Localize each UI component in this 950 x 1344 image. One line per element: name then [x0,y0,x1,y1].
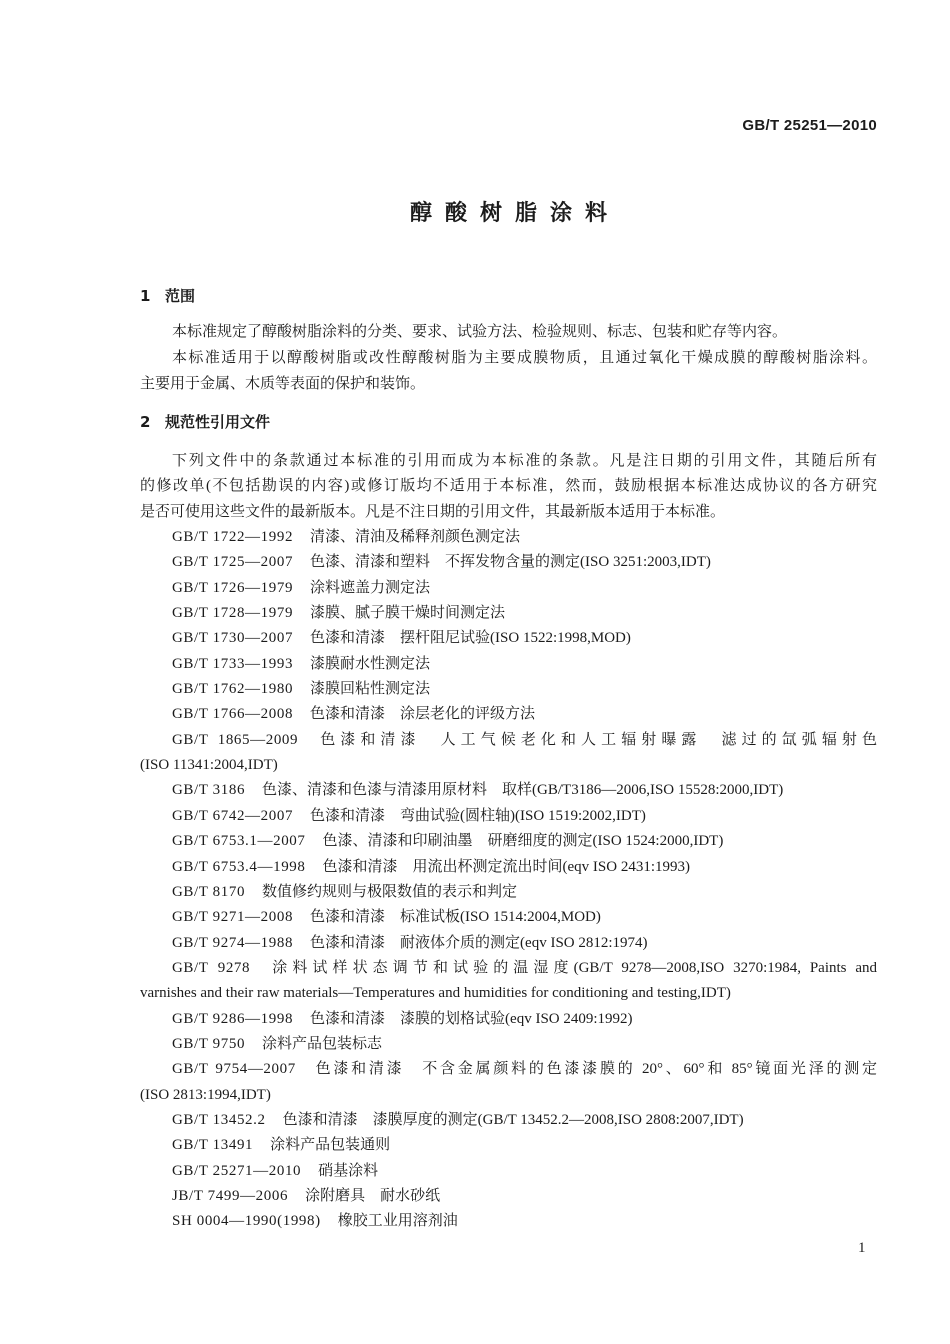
reference-title: 涂附磨具 耐水砂纸 [305,1187,441,1204]
reference-item [140,576,877,601]
standard-code-header: GB/T 25251—2010 [742,117,877,134]
reference-item [140,525,877,550]
reference-item [140,1209,877,1234]
reference-item [140,626,877,651]
reference-title: 色漆和清漆 用流出杯测定流出时间(eqv ISO 2431:1993) [322,858,690,875]
section-number: 2 [140,413,151,431]
reference-code: GB/T 8170 [172,883,246,900]
reference-item [140,1108,877,1133]
reference-item [140,677,877,702]
reference-code: GB/T 1762—1980 [172,681,294,698]
reference-item [140,550,877,575]
reference-title: 色漆和清漆 摆杆阻尼试验(ISO 1522:1998,MOD) [310,630,631,647]
reference-code: GB/T 1730—2007 [172,630,294,647]
reference-item [140,804,877,829]
reference-title: 色漆、清漆和色漆与清漆用原材料 取样(GB/T3186—2006,ISO 15528:2000,IDT) [262,782,784,799]
reference-item [140,728,877,753]
reference-item [140,778,877,803]
reference-title: 色漆和清漆 人工气候老化和人工辐射曝露 滤过的氙弧辐射色 [315,731,877,748]
reference-title: 数值修约规则与极限数值的表示和判定 [262,883,518,900]
reference-code: GB/T 13452.2 [172,1111,266,1128]
reference-title: 色漆和清漆 漆膜的划格试验(eqv ISO 2409:1992) [310,1010,633,1027]
reference-item [140,652,877,677]
reference-title: 色漆和清漆 弯曲试验(圆柱轴)(ISO 1519:2002,IDT) [310,807,646,824]
reference-title: 漆膜回粘性测定法 [310,681,431,698]
reference-code: GB/T 1766—2008 [172,706,294,723]
reference-title: 漆膜、腻子膜干燥时间测定法 [310,605,506,622]
reference-title: 涂料遮盖力测定法 [310,579,431,596]
section-2-body [140,449,877,1235]
reference-continuation: (ISO 11341:2004,IDT) [140,757,278,774]
reference-item [140,956,877,981]
reference-item [140,1007,877,1032]
reference-title: 漆膜耐水性测定法 [310,655,431,672]
reference-item [140,1133,877,1158]
reference-continuation: (ISO 2813:1994,IDT) [140,1086,271,1103]
section-2-heading [140,412,270,432]
reference-item [140,1032,877,1057]
reference-code: GB/T 1728—1979 [172,605,294,622]
reference-code: GB/T 9274—1988 [172,934,294,951]
reference-title: 色漆、清漆和塑料 不挥发物含量的测定(ISO 3251:2003,IDT) [310,554,711,571]
reference-code: GB/T 13491 [172,1137,254,1154]
reference-title: 橡胶工业用溶剂油 [337,1213,458,1230]
reference-item [140,601,877,626]
document-title: 醇酸树脂涂料 [409,201,620,226]
section-1-heading [140,286,195,306]
reference-code: GB/T 6753.1—2007 [172,833,306,850]
section-title: 范围 [165,287,196,305]
reference-item [140,931,877,956]
paragraph-line: 本标准规定了醇酸树脂涂料的分类、要求、试验方法、检验规则、标志、包装和贮存等内容。 [172,324,788,340]
reference-title: 涂料产品包装通则 [270,1137,391,1154]
reference-title: 涂料产品包装标志 [262,1035,383,1052]
reference-title: 色漆和清漆 标准试板(ISO 1514:2004,MOD) [310,909,601,926]
reference-title: 色漆和清漆 漆膜厚度的测定(GB/T 13452.2—2008,ISO 2808:2007,IDT) [282,1111,744,1128]
reference-item [140,702,877,727]
reference-code: GB/T 1733—1993 [172,655,294,672]
reference-code: GB/T 1722—1992 [172,529,294,546]
reference-code: GB/T 9754—2007 [172,1061,296,1078]
reference-title: 色漆和清漆 不含金属颜料的色漆漆膜的 20°、60°和 85°镜面光泽的测定 [312,1061,877,1078]
reference-title: 色漆和清漆 耐液体介质的测定(eqv ISO 2812:1974) [310,934,648,951]
reference-title: 色漆和清漆 涂层老化的评级方法 [310,706,536,723]
page-number: 1 [858,1240,866,1256]
reference-title: 色漆、清漆和印刷油墨 研磨细度的测定(ISO 1524:2000,IDT) [322,833,724,850]
reference-code: GB/T 3186 [172,782,246,799]
reference-code: GB/T 6753.4—1998 [172,858,306,875]
paragraph-line: 是否可使用这些文件的最新版本。凡是不注日期的引用文件，其最新版本适用于本标准。 [140,503,726,520]
reference-title: 硝基涂料 [318,1162,379,1179]
section-title: 规范性引用文件 [165,413,271,431]
reference-item [140,1057,877,1082]
reference-title: 涂料试样状态调节和试验的温湿度(GB/T 9278—2008,ISO 3270:1984, Paints and [267,959,877,976]
reference-item [140,905,877,930]
paragraph-line: 主要用于金属、木质等表面的保护和装饰。 [140,376,426,392]
section-number: 1 [140,287,151,305]
reference-code: GB/T 9278 [172,959,251,976]
reference-code: GB/T 25271—2010 [172,1162,302,1179]
paragraph-line: 下列文件中的条款通过本标准的引用而成为本标准的条款。凡是注日期的引用文件，其随后所有 [172,453,877,469]
reference-item [140,880,877,905]
reference-code: GB/T 9286—1998 [172,1010,294,1027]
reference-code: GB/T 6742—2007 [172,807,294,824]
reference-code: SH 0004—1990(1998) [172,1213,321,1230]
paragraph-line: 本标准适用于以醇酸树脂或改性醇酸树脂为主要成膜物质，且通过氧化干燥成膜的醇酸树脂涂料。 [172,350,877,366]
reference-item [140,829,877,854]
reference-code: GB/T 1865—2009 [172,731,299,748]
section-1-body [140,319,877,397]
reference-item [140,855,877,880]
reference-code: GB/T 9750 [172,1035,246,1052]
reference-code: GB/T 1726—1979 [172,579,294,596]
reference-item [140,1159,877,1184]
reference-continuation: varnishes and their raw materials—Temperatures and humidities for conditioning and testing,IDT) [140,985,731,1002]
reference-code: JB/T 7499—2006 [172,1187,289,1204]
reference-code: GB/T 9271—2008 [172,909,294,926]
reference-code: GB/T 1725—2007 [172,554,294,571]
reference-item [140,1184,877,1209]
paragraph-line: 的修改单(不包括勘误的内容)或修订版均不适用于本标准，然而，鼓励根据本标准达成协议的各方研究 [140,478,877,495]
reference-title: 清漆、清油及稀释剂颜色测定法 [310,529,521,546]
